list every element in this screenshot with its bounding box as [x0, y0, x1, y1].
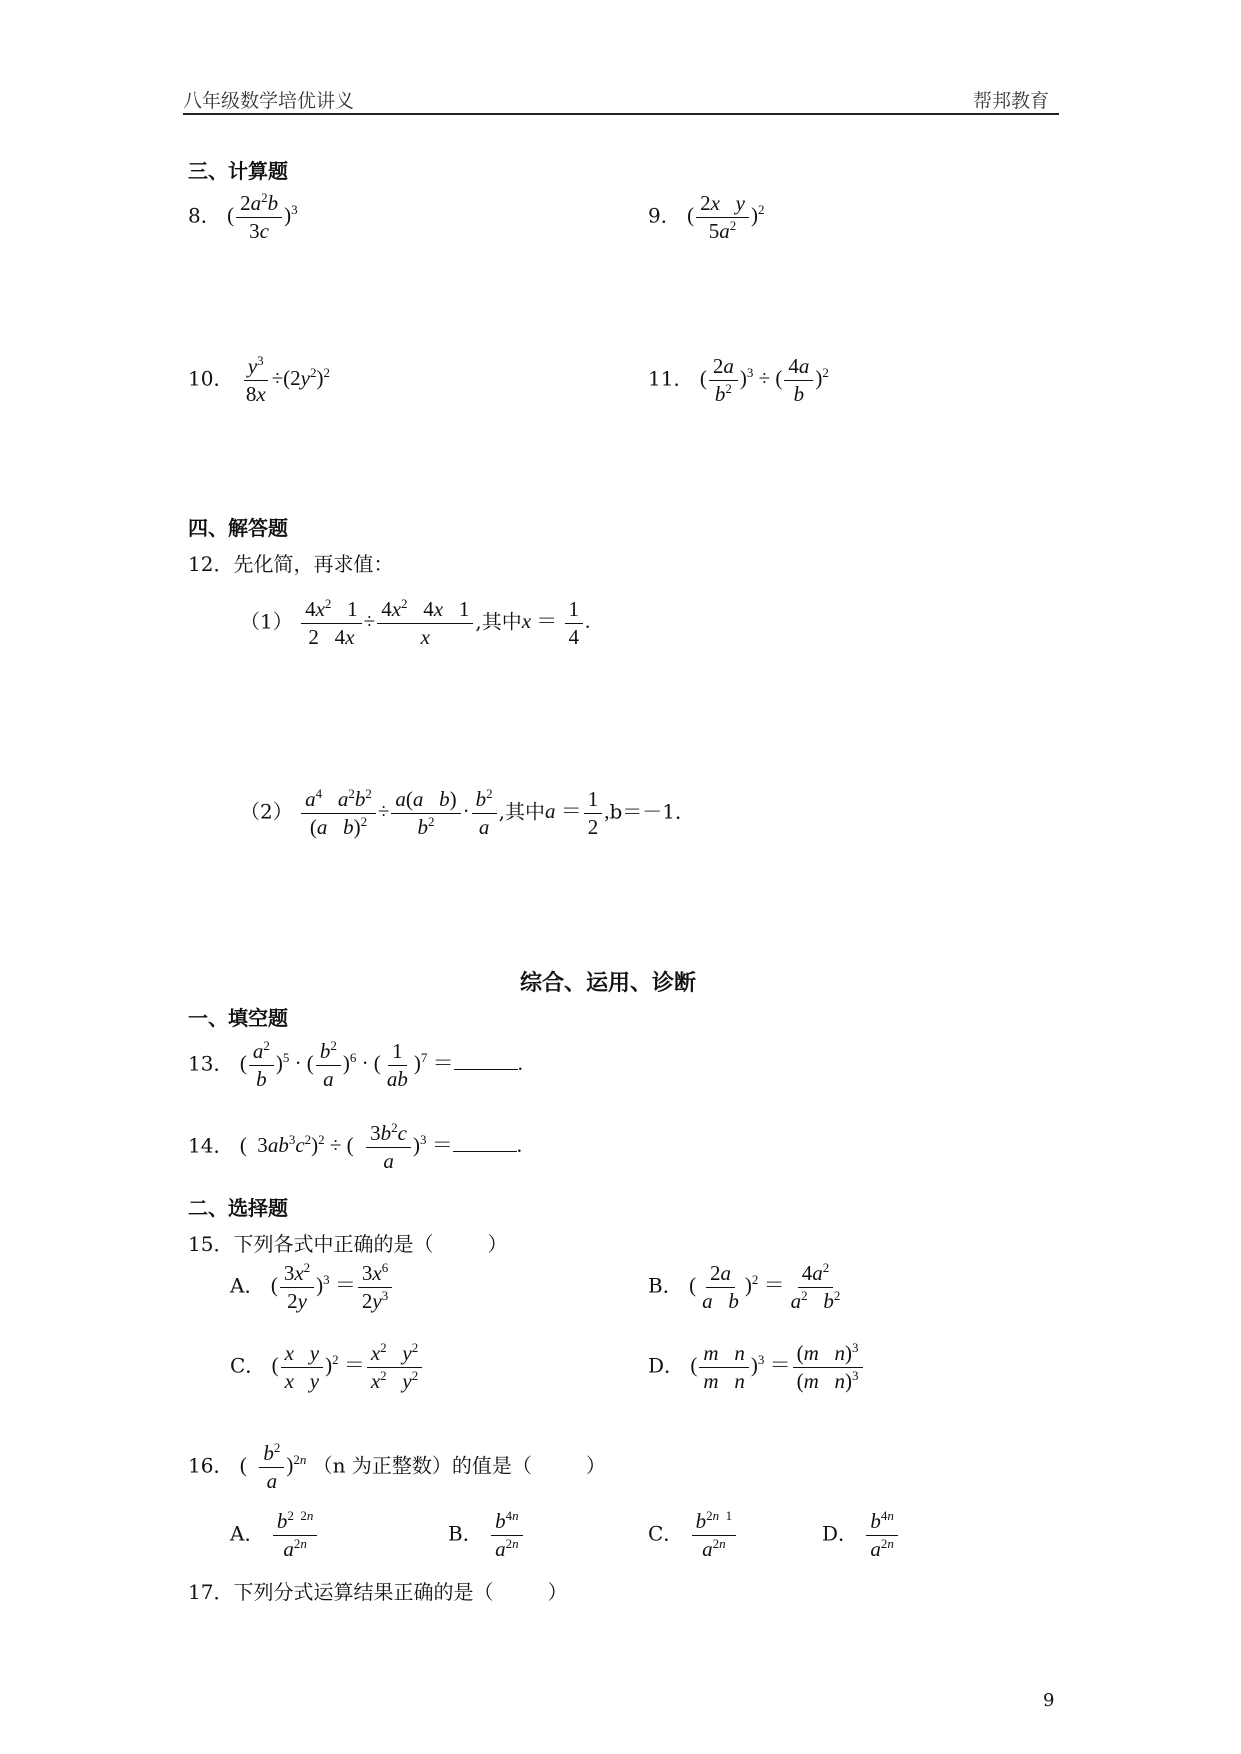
question-15 [188, 1228, 507, 1257]
part-title: 综合、运用、诊断 [520, 971, 697, 996]
formula: ( $\frac{\text{m n}}{\text{m n}}$ )$^3$ ＝ $\frac{(m n)^3}{(m n)^3}$ [690, 1353, 864, 1377]
question-close: ） [547, 1580, 568, 1604]
question-text: 15．下列各式中正确的是（ [188, 1232, 434, 1256]
question-12: 12．先化简，再求值： [188, 552, 394, 576]
option-16-a[interactable] [230, 1510, 319, 1561]
option-16-b[interactable] [448, 1510, 525, 1561]
question-number: 13． [188, 1051, 234, 1076]
part-label: （1） [240, 609, 293, 634]
question-number: 16． [188, 1453, 234, 1478]
formula: ( $\frac{2a}{\text{a b}}$ )$^2$ ＝ $\frac{4a^2}{a^2 b^2}$ [689, 1260, 841, 1314]
section-title-answer: 四、解答题 [188, 516, 288, 540]
option-15-d[interactable] [648, 1342, 865, 1393]
header-title: 八年级数学培优讲义 [183, 90, 355, 112]
formula: $\frac{b^{4n}}{a^{2n}}$ [864, 1521, 900, 1545]
option-label: D． [648, 1353, 685, 1378]
option-label: D． [822, 1521, 859, 1546]
section-title-fill: 一、填空题 [188, 1006, 288, 1030]
question-number: 11． [648, 366, 694, 391]
option-label: A． [230, 1521, 265, 1546]
option-15-c[interactable] [230, 1342, 424, 1393]
question-14 [188, 1122, 522, 1173]
question-12-part-2 [240, 788, 695, 839]
question-close: ） [585, 1453, 606, 1478]
option-label: B． [448, 1521, 483, 1546]
formula: $\frac{y^3}{8x}$ $\div(2y^2)^2$ [245, 353, 330, 407]
formula: ( $\frac{b^2}{a}$ )$^{2n}$ [239, 1440, 307, 1494]
condition-text: ,其中 [475, 609, 522, 634]
formula: ( $\frac{2a^2b}{3c}$ )$^3$ [227, 190, 298, 244]
part-label: （2） [240, 799, 293, 824]
condition-formula: x ＝ $\frac{1}{4}$ . [521, 597, 591, 650]
question-9 [648, 192, 765, 243]
section-title-calculation: 三、计算题 [188, 159, 288, 183]
page-number: 9 [1043, 1690, 1055, 1711]
condition-formula: a ＝ $\frac{1}{2}$ , [544, 787, 610, 840]
formula: ( $3ab^3c^2)^2$ ÷ ( $\frac{3b^2c}{a}$ )$^3$ ＝ . [239, 1120, 522, 1174]
question-number: 8． [188, 203, 221, 228]
question-text: 17．下列分式运算结果正确的是（ [188, 1580, 494, 1604]
question-12-part-1 [240, 598, 590, 649]
question-17 [188, 1576, 567, 1605]
question-number: 9． [648, 203, 681, 228]
option-label: C． [230, 1353, 266, 1378]
question-8 [188, 192, 298, 243]
formula: ( $\frac{2a}{b^2}$ )$^3$ ÷ ( $\frac{4a}{b}$ )$^2$ [699, 354, 829, 407]
formula: ( $\frac{3x^2}{2y}$ )$^3$ ＝ $\frac{3x^6}{2y^3}$ [271, 1273, 394, 1297]
section-title-choice: 二、选择题 [188, 1196, 288, 1220]
question-16 [188, 1442, 606, 1493]
question-text: （n 为正整数）的值是（ [312, 1453, 532, 1478]
formula: ( $\frac{\text{x y}}{\text{x y}}$ )$^2$ ＝ $\frac{x^2 y^2}{x^2 y^2}$ [272, 1353, 425, 1377]
header-publisher: 帮邦教育 [973, 90, 1050, 112]
formula: $\frac{b^{4n}}{a^{2n}}$ [489, 1521, 525, 1545]
formula: $\frac{4x^2 1}{2 4x}$ ÷ $\frac{4x^2 4x 1}{x}$ [299, 609, 475, 633]
header-rule [183, 113, 1059, 115]
condition-text: ,其中 [498, 799, 545, 824]
formula: $\frac{b^{2n 1}}{a^{2n}}$ [690, 1521, 739, 1545]
option-16-d[interactable] [822, 1510, 900, 1561]
question-close: ） [487, 1232, 508, 1256]
question-11 [648, 355, 829, 406]
formula: ( $\frac{\text{2x y}}{5a^2}$ )$^2$ [687, 191, 765, 244]
question-number: 10． [188, 366, 234, 391]
option-label: C． [648, 1521, 684, 1546]
option-label: B． [648, 1273, 683, 1298]
question-number: 14． [188, 1133, 234, 1158]
option-16-c[interactable] [648, 1510, 738, 1561]
condition-b: b＝－1． [609, 799, 696, 824]
question-10 [188, 355, 330, 406]
formula: $\frac{b^{2 2n}}{a^{2n}}$ [271, 1521, 320, 1545]
option-15-a[interactable] [230, 1262, 394, 1313]
formula: $\frac{a^4 a^2b^2}{(a b)^2}$ ÷ $\frac{\text{a(a b)}}{b^2}$ · $\frac{b^2}{a}$ [299, 799, 499, 823]
option-15-b[interactable] [648, 1262, 846, 1313]
option-label: A． [230, 1273, 265, 1298]
formula: ( $\frac{a^2}{b}$ )$^5$ · ( $\frac{b^2}{a}$ )$^6$ · ( $\frac{1}{ab}$ )$^7$ ＝ . [239, 1038, 523, 1092]
question-13 [188, 1040, 523, 1091]
